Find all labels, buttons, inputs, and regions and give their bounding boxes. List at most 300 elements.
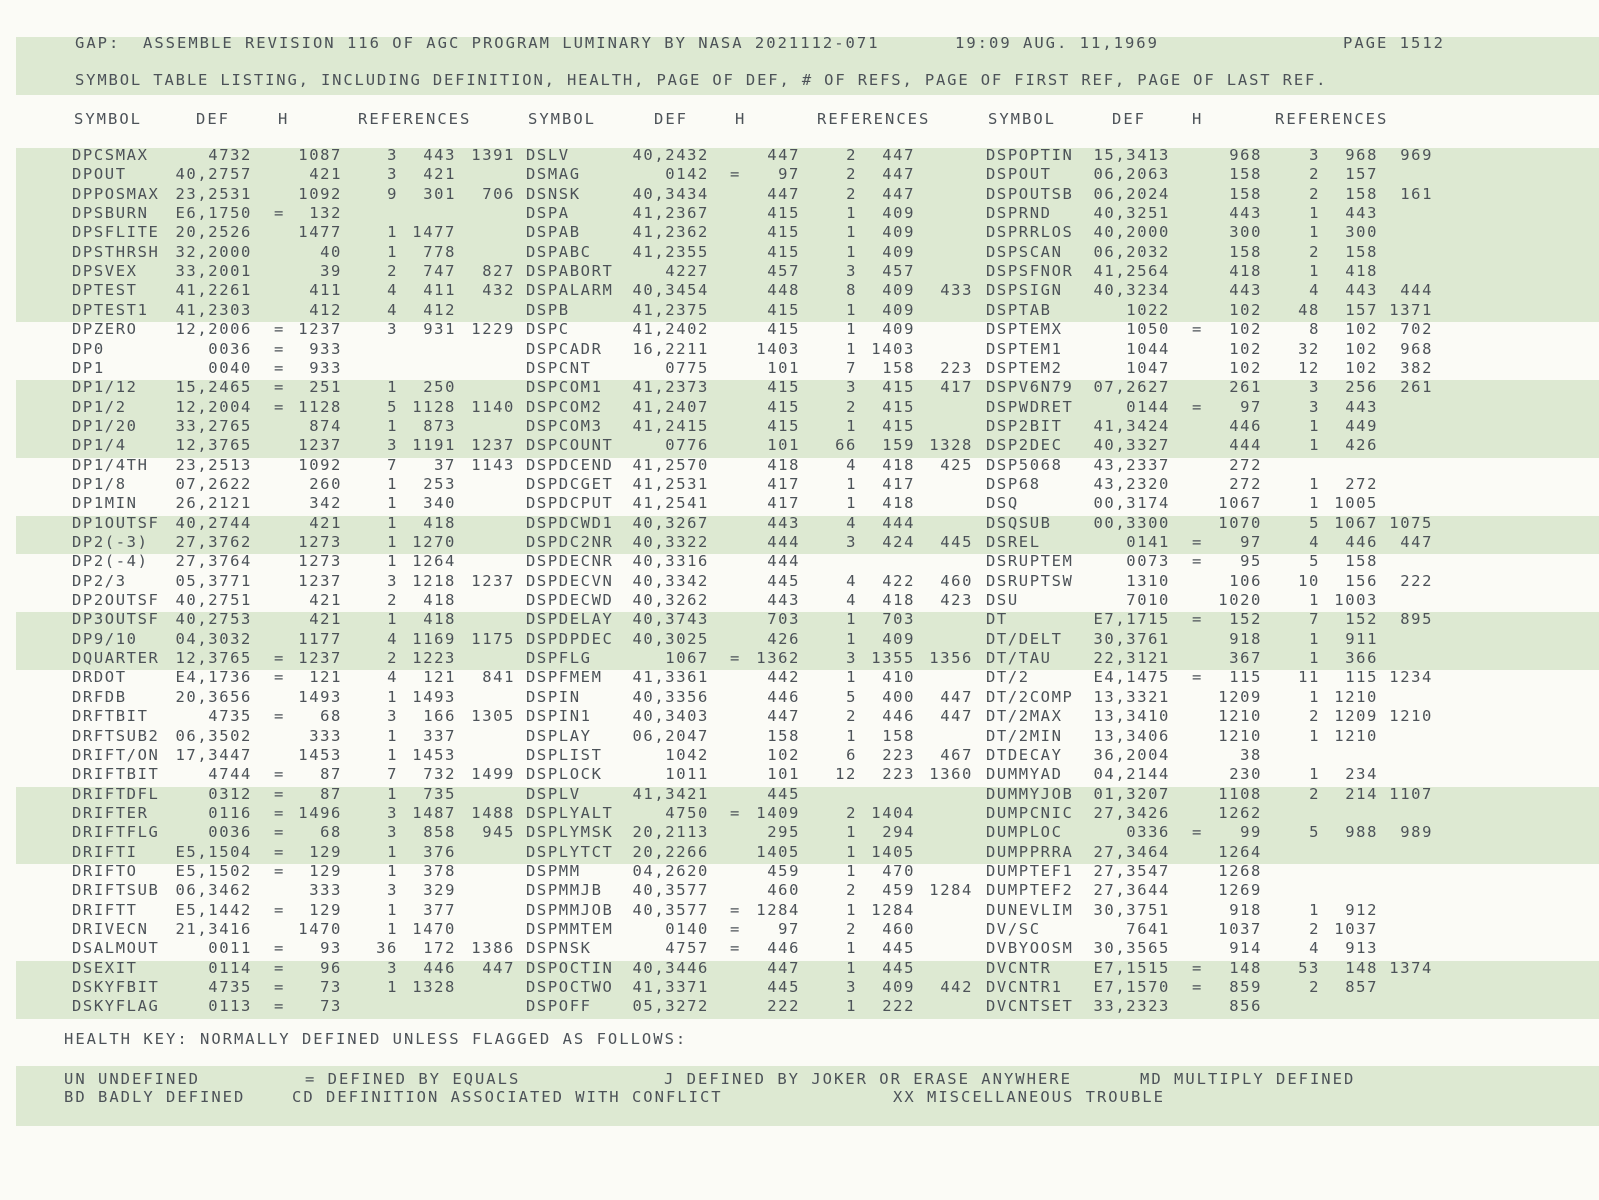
- cell-page: 272: [1229, 474, 1262, 493]
- cell-symbol: DSPFLG: [526, 649, 592, 668]
- cell-h: =: [274, 997, 285, 1016]
- cell-def: 0141: [1126, 533, 1170, 551]
- cell-def: 40,2753: [175, 610, 252, 629]
- cell-first: 931: [423, 320, 456, 339]
- cell-last: 382: [1400, 358, 1433, 377]
- cell-first: 1067: [1334, 513, 1378, 532]
- cell-def: 05,3272: [632, 997, 709, 1016]
- cell-count: 2: [846, 707, 857, 726]
- table-row: [0, 533, 1599, 553]
- cell-last: 447: [1400, 533, 1433, 551]
- cell-count: 4: [1309, 939, 1320, 958]
- cell-def: 13,3321: [1093, 687, 1170, 706]
- cell-def: 07,2627: [1093, 378, 1170, 397]
- cell-def: 43,2320: [1093, 474, 1170, 493]
- col-header-h-2: H: [735, 110, 747, 128]
- health-key-md: MD MULTIPLY DEFINED: [1140, 1070, 1356, 1088]
- cell-page: 1409: [756, 803, 800, 822]
- cell-h: =: [274, 958, 285, 977]
- cell-symbol: DSPDC2NR: [526, 533, 614, 551]
- cell-first: 158: [882, 726, 915, 745]
- cell-page: 97: [778, 920, 800, 938]
- cell-def: 27,3426: [1093, 803, 1170, 822]
- cell-last: 1237: [471, 436, 515, 455]
- cell-symbol: DUMPCNIC: [986, 803, 1074, 822]
- cell-page: 933: [309, 358, 342, 377]
- cell-count: 3: [387, 571, 398, 590]
- cell-first: 166: [423, 707, 456, 726]
- cell-symbol: DSPC: [526, 320, 570, 339]
- cell-page: 102: [1229, 320, 1262, 339]
- cell-count: 12: [1298, 358, 1320, 377]
- cell-count: 2: [846, 803, 857, 822]
- cell-def: 12,3765: [175, 649, 252, 668]
- cell-count: 1: [387, 513, 398, 532]
- cell-first: 157: [1345, 165, 1378, 184]
- cell-last: 1107: [1389, 784, 1433, 803]
- cell-symbol: DVCNTSET: [986, 997, 1074, 1016]
- cell-first: 223: [882, 745, 915, 764]
- cell-first: 1270: [412, 533, 456, 551]
- cell-page: 101: [767, 358, 800, 377]
- cell-count: 2: [1309, 707, 1320, 726]
- cell-count: 1: [846, 242, 857, 261]
- cell-last: 223: [940, 358, 973, 377]
- table-row: [0, 417, 1599, 437]
- cell-page: 1237: [298, 571, 342, 590]
- table-row: [0, 243, 1599, 263]
- cell-first: 1003: [1334, 591, 1378, 610]
- cell-symbol: DT/DELT: [986, 629, 1063, 648]
- cell-last: 432: [482, 281, 515, 300]
- health-key-cd: CD DEFINITION ASSOCIATED WITH CONFLICT: [292, 1088, 723, 1106]
- cell-symbol: DSPDECNR: [526, 552, 614, 571]
- cell-symbol: DRIFT/ON: [72, 745, 160, 764]
- cell-page: 132: [309, 204, 342, 223]
- cell-symbol: DSPCNT: [526, 358, 592, 377]
- cell-def: 26,2121: [175, 494, 252, 513]
- cell-count: 2: [1309, 242, 1320, 261]
- cell-def: E5,1442: [175, 900, 252, 919]
- cell-count: 8: [1309, 320, 1320, 339]
- cell-first: 409: [882, 223, 915, 242]
- cell-page: 1237: [298, 436, 342, 455]
- cell-symbol: DT/TAU: [986, 649, 1052, 668]
- cell-def: 0073: [1126, 552, 1170, 571]
- cell-h: =: [274, 861, 285, 880]
- cell-last: 417: [940, 378, 973, 397]
- cell-def: 27,3762: [175, 533, 252, 551]
- cell-symbol: DUMPTEF1: [986, 861, 1074, 880]
- cell-count: 12: [835, 765, 857, 784]
- cell-def: 41,2541: [632, 494, 709, 513]
- cell-h: =: [274, 378, 285, 397]
- cell-page: 158: [1229, 184, 1262, 203]
- cell-def: 0142: [665, 165, 709, 184]
- cell-def: 0140: [665, 920, 709, 938]
- cell-page: 1273: [298, 552, 342, 571]
- cell-first: 1169: [412, 629, 456, 648]
- cell-symbol: DRIFTDFL: [72, 784, 160, 803]
- cell-def: 33,2765: [175, 416, 252, 435]
- cell-first: 968: [1345, 146, 1378, 164]
- cell-def: 40,2744: [175, 513, 252, 532]
- cell-def: 1067: [665, 649, 709, 668]
- cell-page: 415: [767, 300, 800, 319]
- cell-first: 470: [882, 861, 915, 880]
- cell-symbol: DSPABC: [526, 242, 592, 261]
- cell-page: 421: [309, 591, 342, 610]
- cell-first: 418: [423, 513, 456, 532]
- cell-symbol: DSP5068: [986, 455, 1063, 474]
- cell-first: 158: [1345, 184, 1378, 203]
- cell-page: 443: [1229, 281, 1262, 300]
- cell-def: 41,2531: [632, 474, 709, 493]
- cell-first: 272: [1345, 474, 1378, 493]
- col-header-refs-3: REFERENCES: [1275, 110, 1389, 128]
- table-row: [0, 436, 1599, 456]
- cell-page: 260: [309, 474, 342, 493]
- cell-def: 41,2375: [632, 300, 709, 319]
- cell-def: 40,3316: [632, 552, 709, 571]
- cell-count: 1: [846, 958, 857, 977]
- cell-count: 1: [846, 939, 857, 958]
- cell-first: 426: [1345, 436, 1378, 455]
- cell-count: 3: [387, 707, 398, 726]
- cell-page: 106: [1229, 571, 1262, 590]
- health-key-eq: = DEFINED BY EQUALS: [305, 1070, 521, 1088]
- cell-last: 261: [1400, 378, 1433, 397]
- cell-first: 409: [882, 300, 915, 319]
- cell-first: 121: [423, 668, 456, 687]
- cell-page: 446: [767, 687, 800, 706]
- cell-def: 40,2432: [632, 146, 709, 164]
- cell-def: 1011: [665, 765, 709, 784]
- table-row: [0, 630, 1599, 650]
- cell-count: 1: [846, 339, 857, 358]
- cell-symbol: DUMMYAD: [986, 765, 1063, 784]
- cell-count: 7: [1309, 610, 1320, 629]
- cell-count: 1: [1309, 474, 1320, 493]
- cell-count: 2: [846, 920, 857, 938]
- cell-def: 40,3577: [632, 881, 709, 900]
- cell-def: E6,1750: [175, 204, 252, 223]
- cell-first: 159: [882, 436, 915, 455]
- cell-count: 1: [387, 416, 398, 435]
- cell-page: 856: [1229, 997, 1262, 1016]
- cell-count: 2: [387, 649, 398, 668]
- cell-def: 40,3327: [1093, 436, 1170, 455]
- cell-first: 409: [882, 320, 915, 339]
- cell-count: 4: [387, 300, 398, 319]
- cell-last: 1229: [471, 320, 515, 339]
- cell-count: 3: [846, 978, 857, 997]
- cell-symbol: DRIFTBIT: [72, 765, 160, 784]
- cell-last: 445: [940, 533, 973, 551]
- cell-page: 460: [767, 881, 800, 900]
- cell-last: 827: [482, 262, 515, 281]
- cell-page: 415: [767, 223, 800, 242]
- cell-h: =: [730, 803, 741, 822]
- cell-def: 41,3361: [632, 668, 709, 687]
- table-row: [0, 978, 1599, 998]
- cell-symbol: DSPAB: [526, 223, 581, 242]
- cell-page: 874: [309, 416, 342, 435]
- cell-count: 6: [846, 745, 857, 764]
- cell-def: E5,1502: [175, 861, 252, 880]
- cell-first: 223: [882, 765, 915, 784]
- cell-h: =: [274, 339, 285, 358]
- cell-first: 446: [1345, 533, 1378, 551]
- cell-first: 418: [423, 610, 456, 629]
- cell-page: 1493: [298, 687, 342, 706]
- cell-h: =: [274, 649, 285, 668]
- cell-page: 447: [767, 707, 800, 726]
- cell-page: 417: [767, 494, 800, 513]
- table-row: [0, 320, 1599, 340]
- table-row: [0, 785, 1599, 805]
- cell-first: 735: [423, 784, 456, 803]
- cell-page: 443: [767, 591, 800, 610]
- cell-def: 23,2531: [175, 184, 252, 203]
- cell-symbol: DT: [986, 610, 1008, 629]
- cell-symbol: DSPCOM3: [526, 416, 603, 435]
- cell-last: 447: [940, 687, 973, 706]
- cell-symbol: DPZERO: [72, 320, 138, 339]
- table-row: [0, 688, 1599, 708]
- cell-symbol: DPSTHRSH: [72, 242, 160, 261]
- cell-page: 1037: [1218, 920, 1262, 938]
- cell-page: 158: [1229, 165, 1262, 184]
- cell-symbol: DSPRND: [986, 204, 1052, 223]
- cell-def: 27,3464: [1093, 842, 1170, 861]
- cell-symbol: DSPOCTWO: [526, 978, 614, 997]
- cell-def: E7,1715: [1093, 610, 1170, 629]
- cell-first: 1210: [1334, 726, 1378, 745]
- cell-def: 1310: [1126, 571, 1170, 590]
- cell-first: 37: [434, 455, 456, 474]
- cell-last: 1140: [471, 397, 515, 416]
- cell-symbol: DSPRRLOS: [986, 223, 1074, 242]
- cell-count: 1: [846, 842, 857, 861]
- cell-symbol: DSPMM: [526, 861, 581, 880]
- cell-page: 97: [1240, 533, 1262, 551]
- cell-def: 41,2402: [632, 320, 709, 339]
- cell-first: 158: [1345, 242, 1378, 261]
- cell-page: 102: [1229, 300, 1262, 319]
- cell-def: 06,3462: [175, 881, 252, 900]
- col-header-refs-1: REFERENCES: [358, 110, 472, 128]
- cell-page: 447: [767, 958, 800, 977]
- table-row: [0, 843, 1599, 863]
- cell-symbol: DT/2MAX: [986, 707, 1063, 726]
- cell-first: 102: [1345, 358, 1378, 377]
- cell-first: 732: [423, 765, 456, 784]
- cell-first: 1218: [412, 571, 456, 590]
- cell-count: 1: [1309, 629, 1320, 648]
- cell-symbol: DSEXIT: [72, 958, 138, 977]
- cell-page: 703: [767, 610, 800, 629]
- cell-symbol: DP2/3: [72, 571, 127, 590]
- cell-first: 102: [1345, 339, 1378, 358]
- cell-symbol: DPSVEX: [72, 262, 138, 281]
- cell-first: 703: [882, 610, 915, 629]
- cell-first: 158: [1345, 552, 1378, 571]
- cell-def: 20,2266: [632, 842, 709, 861]
- cell-def: 40,3577: [632, 900, 709, 919]
- cell-page: 446: [1229, 416, 1262, 435]
- cell-first: 250: [423, 378, 456, 397]
- cell-page: 333: [309, 881, 342, 900]
- cell-def: 16,2211: [632, 339, 709, 358]
- cell-symbol: DT/2COMP: [986, 687, 1074, 706]
- cell-count: 1: [846, 997, 857, 1016]
- col-header-symbol-1: SYMBOL: [74, 110, 142, 128]
- cell-last: 447: [940, 707, 973, 726]
- cell-first: 366: [1345, 649, 1378, 668]
- cell-count: 1: [846, 861, 857, 880]
- cell-symbol: DP1/4TH: [72, 455, 149, 474]
- cell-page: 444: [1229, 436, 1262, 455]
- cell-last: 222: [1400, 571, 1433, 590]
- cell-page: 1020: [1218, 591, 1262, 610]
- cell-page: 1362: [756, 649, 800, 668]
- cell-count: 48: [1298, 300, 1320, 319]
- cell-def: 0776: [665, 436, 709, 455]
- cell-def: 27,3764: [175, 552, 252, 571]
- cell-count: 1: [846, 823, 857, 842]
- cell-first: 858: [423, 823, 456, 842]
- cell-last: 895: [1400, 610, 1433, 629]
- cell-symbol: DP2(-4): [72, 552, 149, 571]
- cell-page: 129: [309, 900, 342, 919]
- cell-count: 10: [1298, 571, 1320, 590]
- cell-page: 918: [1229, 629, 1262, 648]
- cell-first: 115: [1345, 668, 1378, 687]
- cell-count: 1: [846, 610, 857, 629]
- cell-first: 1328: [412, 978, 456, 997]
- cell-count: 4: [846, 455, 857, 474]
- listing-subtitle: SYMBOL TABLE LISTING, INCLUDING DEFINITION, HEALTH, PAGE OF DEF, # OF REFS, PAGE OF FIRST REF, PAGE OF LAST REF.: [75, 71, 1328, 89]
- cell-def: 1042: [665, 745, 709, 764]
- cell-page: 73: [320, 978, 342, 997]
- cell-first: 294: [882, 823, 915, 842]
- cell-def: E7,1515: [1093, 958, 1170, 977]
- cell-first: 446: [423, 958, 456, 977]
- cell-symbol: DSPDECWD: [526, 591, 614, 610]
- cell-symbol: DSPOUT: [986, 165, 1052, 184]
- cell-def: 40,2000: [1093, 223, 1170, 242]
- cell-last: 969: [1400, 146, 1433, 164]
- cell-first: 444: [882, 513, 915, 532]
- cell-def: 36,2004: [1093, 745, 1170, 764]
- cell-def: 06,2024: [1093, 184, 1170, 203]
- cell-symbol: DP1/12: [72, 378, 138, 397]
- cell-first: 415: [882, 378, 915, 397]
- cell-symbol: DSPFMEM: [526, 668, 603, 687]
- cell-symbol: DRIFTSUB: [72, 881, 160, 900]
- cell-def: 00,3174: [1093, 494, 1170, 513]
- cell-first: 158: [882, 358, 915, 377]
- cell-first: 1005: [1334, 494, 1378, 513]
- cell-symbol: DSPCOM2: [526, 397, 603, 416]
- cell-last: 433: [940, 281, 973, 300]
- cell-first: 256: [1345, 378, 1378, 397]
- cell-first: 445: [882, 939, 915, 958]
- cell-symbol: DSPB: [526, 300, 570, 319]
- cell-first: 443: [1345, 204, 1378, 223]
- cell-symbol: DSPTAB: [986, 300, 1052, 319]
- cell-page: 1087: [298, 146, 342, 164]
- cell-count: 3: [846, 649, 857, 668]
- cell-def: 12,2004: [175, 397, 252, 416]
- cell-def: 20,2526: [175, 223, 252, 242]
- cell-page: 1092: [298, 184, 342, 203]
- cell-symbol: DSPMMJOB: [526, 900, 614, 919]
- cell-page: 457: [767, 262, 800, 281]
- cell-page: 418: [1229, 262, 1262, 281]
- cell-symbol: DSQSUB: [986, 513, 1052, 532]
- cell-def: 1022: [1126, 300, 1170, 319]
- cell-symbol: DP1OUTSF: [72, 513, 160, 532]
- cell-first: 1487: [412, 803, 456, 822]
- cell-page: 1067: [1218, 494, 1262, 513]
- cell-count: 1: [1309, 687, 1320, 706]
- cell-h: =: [1192, 958, 1203, 977]
- cell-page: 121: [309, 668, 342, 687]
- cell-def: 41,2415: [632, 416, 709, 435]
- cell-def: 27,3547: [1093, 861, 1170, 880]
- cell-def: 43,2337: [1093, 455, 1170, 474]
- table-row: [0, 881, 1599, 901]
- cell-last: 1488: [471, 803, 515, 822]
- cell-symbol: DRIFTFLG: [72, 823, 160, 842]
- cell-count: 7: [387, 765, 398, 784]
- cell-page: 158: [767, 726, 800, 745]
- cell-def: 40,3446: [632, 958, 709, 977]
- cell-page: 415: [767, 320, 800, 339]
- cell-count: 1: [846, 629, 857, 648]
- cell-last: 1075: [1389, 513, 1433, 532]
- table-row: [0, 552, 1599, 572]
- cell-symbol: DSPABORT: [526, 262, 614, 281]
- cell-symbol: DSPA: [526, 204, 570, 223]
- table-row: [0, 823, 1599, 843]
- cell-def: 0040: [208, 358, 252, 377]
- cell-h: =: [1192, 397, 1203, 416]
- cell-first: 1191: [412, 436, 456, 455]
- cell-def: 20,3656: [175, 687, 252, 706]
- health-key-xx: XX MISCELLANEOUS TROUBLE: [893, 1088, 1165, 1106]
- cell-page: 87: [320, 784, 342, 803]
- cell-def: 1047: [1126, 358, 1170, 377]
- cell-def: 06,2047: [632, 726, 709, 745]
- cell-def: 7010: [1126, 591, 1170, 610]
- cell-def: 41,2261: [175, 281, 252, 300]
- cell-page: 40: [320, 242, 342, 261]
- cell-first: 409: [882, 978, 915, 997]
- cell-def: 13,3406: [1093, 726, 1170, 745]
- cell-first: 214: [1345, 784, 1378, 803]
- cell-count: 1: [1309, 494, 1320, 513]
- cell-page: 444: [767, 552, 800, 571]
- cell-count: 3: [846, 378, 857, 397]
- cell-symbol: DSPOCTIN: [526, 958, 614, 977]
- cell-symbol: DSPDCEND: [526, 455, 614, 474]
- table-row: [0, 997, 1599, 1017]
- cell-page: 1269: [1218, 881, 1262, 900]
- cell-first: 447: [882, 165, 915, 184]
